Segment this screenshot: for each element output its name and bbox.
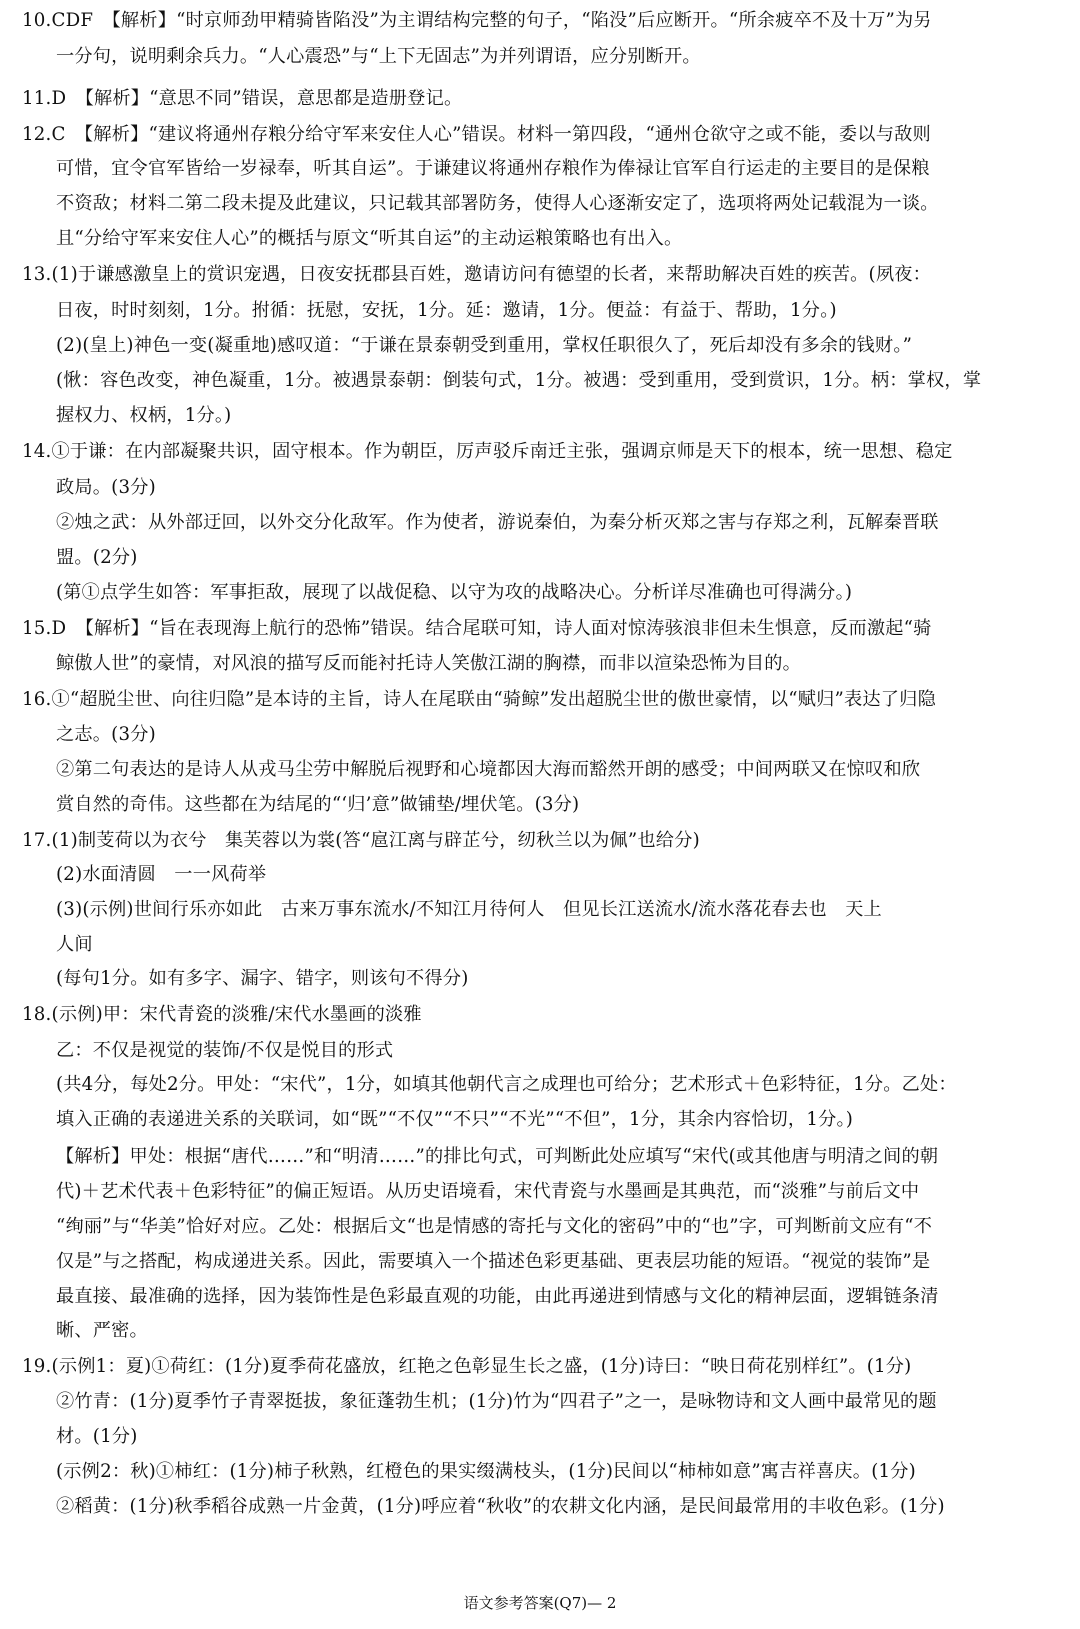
text-line: 17.(1)制芰荷以为衣兮 集芙蓉以为裳(答“扈江离与辟芷兮，纫秋兰以为佩”也给分): [22, 830, 700, 851]
text-line: 一分句，说明剩余兵力。“人心震恐”与“上下无固志”为并列谓语，应分别断开。: [56, 46, 701, 67]
text-line: 15.D 【解析】“旨在表现海上航行的恐怖”错误。结合尾联可知，诗人面对惊涛骇浪非但未生惧意，反而激起“骑: [22, 618, 932, 639]
text-line: 乙：不仅是视觉的装饰/不仅是悦目的形式: [56, 1040, 394, 1061]
text-line: 19.(示例1：夏)①荷红：(1分)夏季荷花盛放，红艳之色彰显生长之盛，(1分)诗曰：“映日荷花别样红”。(1分): [22, 1356, 912, 1377]
page-footer: 语文参考答案(Q7)— 2: [463, 1594, 617, 1612]
text-line: 晰、严密。: [56, 1320, 148, 1341]
text-line: 鲸傲人世”的豪情，对风浪的描写反而能衬托诗人笑傲江湖的胸襟，而非以渲染恐怖为目的。: [56, 653, 801, 674]
text-line: (2)水面清圆 一一风荷举: [56, 864, 267, 885]
text-line: 赏自然的奇伟。这些都在为结尾的“‘归’意”做铺垫/埋伏笔。(3分): [56, 794, 580, 815]
text-line: (2)(皇上)神色一变(凝重地)感叹道：“于谦在景泰朝受到重用，掌权任职很久了，死后却没有多余的钱财。”: [56, 335, 913, 356]
text-line: ②第二句表达的是诗人从戎马尘劳中解脱后视野和心境都因大海而豁然开朗的感受；中间两联又在惊叹和欣: [56, 759, 921, 780]
text-line: (第①点学生如答：军事拒敌，展现了以战促稳、以守为攻的战略决心。分析详尽准确也可得满分。): [56, 582, 853, 603]
text-line: 16.①“超脱尘世、向往归隐”是本诗的主旨，诗人在尾联由“骑鲸”发出超脱尘世的傲世豪情，以“赋归”表达了归隐: [22, 689, 936, 710]
text-line: 仅是”与之搭配，构成递进关系。因此，需要填入一个描述色彩更基础、更表层功能的短语。“视觉的装饰”是: [56, 1251, 931, 1272]
text-line: 13.(1)于谦感激皇上的赏识宠遇，日夜安抚郡县百姓，邀请访问有德望的长者，来帮助解决百姓的疾苦。(夙夜：: [22, 264, 932, 285]
text-line: (每句1分。如有多字、漏字、错字，则该句不得分): [56, 968, 469, 989]
text-line: 最直接、最准确的选择，因为装饰性是色彩最直观的功能，由此再递进到情感与文化的精神层面，逻辑链条清: [56, 1286, 939, 1307]
text-line: ②竹青：(1分)夏季竹子青翠挺拔，象征蓬勃生机；(1分)竹为“四君子”之一，是咏物诗和文人画中最常见的题: [56, 1391, 937, 1412]
text-line: 填入正确的表递进关系的关联词，如“既”“不仅”“不只”“不光”“不但”，1分，其余内容恰切，1分。): [56, 1109, 854, 1130]
text-line: (共4分，每处2分。甲处：“宋代”，1分，如填其他朝代言之成理也可给分；艺术形式＋色彩特征，1分。乙处：: [56, 1074, 957, 1095]
text-line: 不资敌；材料二第二段未提及此建议，只记载其部署防务，使得人心逐渐安定了，选项将两处记载混为一谈。: [56, 193, 939, 214]
text-line: (愀：容色改变，神色凝重，1分。被遇景泰朝：倒装句式，1分。被遇：受到重用，受到赏识，1分。柄：掌权，掌: [56, 370, 982, 391]
text-line: 代)＋艺术代表＋色彩特征”的偏正短语。从历史语境看，宋代青瓷与水墨画是其典范，而“淡雅”与前后文中: [56, 1181, 920, 1202]
text-line: 18.(示例)甲：宋代青瓷的淡雅/宋代水墨画的淡雅: [22, 1004, 422, 1025]
text-line: ②稻黄：(1分)秋季稻谷成熟一片金黄，(1分)呼应着“秋收”的农耕文化内涵，是民间最常用的丰收色彩。(1分): [56, 1496, 945, 1517]
text-line: 政局。(3分): [56, 477, 156, 498]
text-line: 可惜，宜令官军皆给一岁禄奉，听其自运”。于谦建议将通州存粮作为俸禄让官军自行运走的主要目的是保粮: [56, 158, 930, 179]
text-line: 材。(1分): [56, 1426, 138, 1447]
text-line: 14.①于谦：在内部凝聚共识，固守根本。作为朝臣，厉声驳斥南迁主张，强调京师是天下的根本，统一思想、稳定: [22, 441, 953, 462]
text-line: 日夜，时时刻刻，1分。拊循：抚慰，安抚，1分。延：邀请，1分。便益：有益于、帮助，1分。): [56, 300, 837, 321]
text-line: “绚丽”与“华美”恰好对应。乙处：根据后文“也是情感的寄托与文化的密码”中的“也”字，可判断前文应有“不: [56, 1216, 933, 1237]
text-line: 握权力、权柄，1分。): [56, 405, 232, 426]
text-line: 人间: [56, 934, 93, 955]
text-line: (示例2：秋)①柿红：(1分)柿子秋熟，红橙色的果实缀满枝头，(1分)民间以“柿柿如意”寓吉祥喜庆。(1分): [56, 1461, 916, 1482]
text-line: 盟。(2分): [56, 547, 138, 568]
text-line: 10.CDF 【解析】“时京师劲甲精骑皆陷没”为主谓结构完整的句子，“陷没”后应断开。“所余疲卒不及十万”为另: [22, 10, 932, 31]
text-line: 【解析】甲处：根据“唐代……”和“明清……”的排比句式，可判断此处应填写“宋代(或其他唐与明清之间的朝: [56, 1146, 939, 1167]
text-line: 且“分给守军来安住人心”的概括与原文“听其自运”的主动运粮策略也有出入。: [56, 228, 683, 249]
text-line: (3)(示例)世间行乐亦如此 古来万事东流水/不知江月待何人 但见长江送流水/流水落花春去也 天上: [56, 899, 882, 920]
text-line: ②烛之武：从外部迂回，以外交分化敌军。作为使者，游说秦伯，为秦分析灭郑之害与存郑之利，瓦解秦晋联: [56, 512, 939, 533]
text-line: 11.D 【解析】“意思不同”错误，意思都是造册登记。: [22, 88, 463, 109]
text-line: 之志。(3分): [56, 724, 156, 745]
text-line: 12.C 【解析】“建议将通州存粮分给守军来安住人心”错误。材料一第四段，“通州仓欲守之或不能，委以与敌则: [22, 124, 931, 145]
